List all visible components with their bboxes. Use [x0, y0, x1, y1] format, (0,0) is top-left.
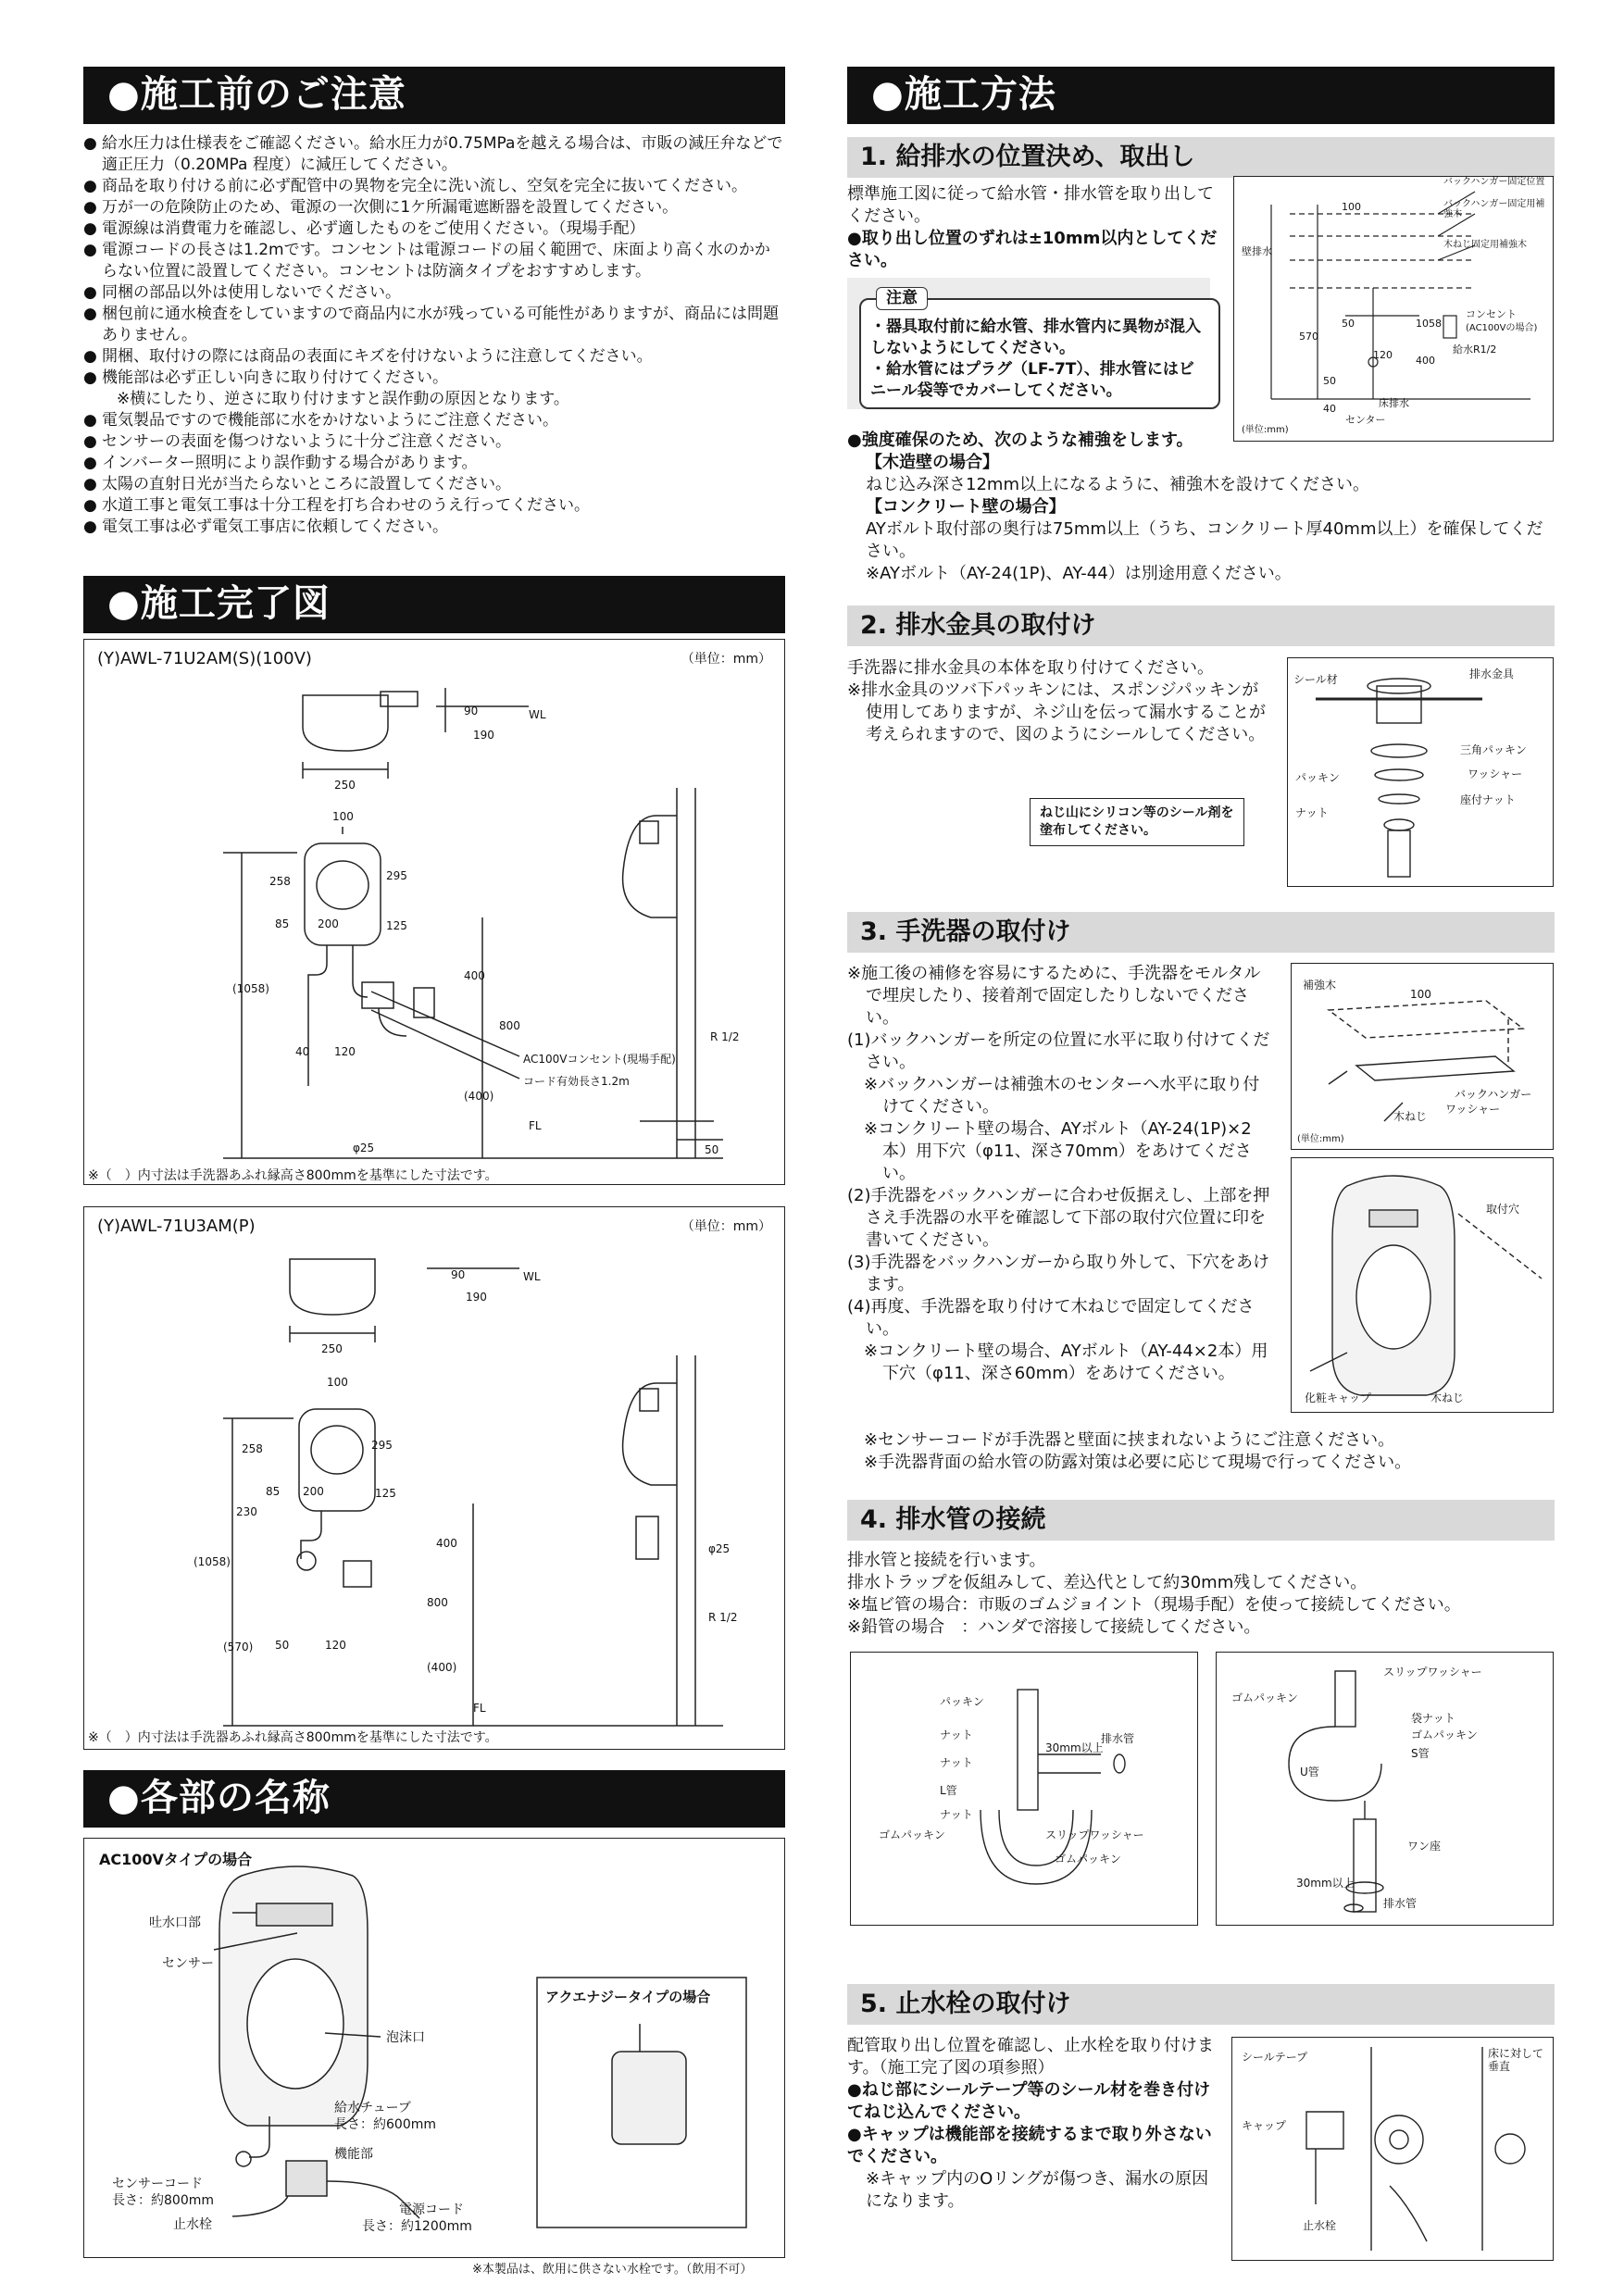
step5-block: [847, 1984, 1555, 2025]
dim-label: 800: [427, 1596, 448, 1609]
part-sensor-cord-label: センサーコード: [112, 2177, 203, 2191]
dim-label: φ25: [708, 1542, 731, 1555]
wl-label: WL: [523, 1270, 541, 1283]
step4-block: [847, 1500, 1555, 1639]
fig-label: ワン座: [1407, 1840, 1442, 1853]
dim-label: 125: [386, 919, 407, 932]
parts-title: ●各部の名称: [83, 1770, 785, 1828]
figure-s-trap: [1216, 1652, 1554, 1926]
step1-reinforce: [847, 430, 1555, 585]
dim-label: 800: [499, 1019, 520, 1032]
dim-label: 120: [325, 1639, 346, 1652]
fig-label: S管: [1411, 1747, 1430, 1760]
fig-label: スリップワッシャー: [1383, 1666, 1482, 1678]
outlet-label: AC100Vコンセント(現場手配): [523, 1053, 676, 1066]
fig-label: 床に対して垂直: [1488, 2047, 1544, 2073]
wood-text: ねじ込み深さ12mm以上になるように、補強木を設けてください。: [866, 475, 1369, 494]
figure-drain-fitting: [1287, 657, 1554, 887]
figure-model-label: (Y)AWL-71U3AM(P): [97, 1217, 256, 1236]
unit-label: （単位：mm）: [681, 1219, 771, 1234]
fig-label: 止水栓: [1303, 2219, 1337, 2232]
dim-label: 40: [295, 1045, 310, 1058]
step3-text: [847, 963, 1273, 1385]
fig-label: 排水管: [1383, 1897, 1418, 1910]
dim-label: R 1/2: [710, 1030, 740, 1043]
figure-l-trap: [850, 1652, 1198, 1926]
wood-heading: 【木造壁の場合】: [866, 453, 999, 472]
figure-note: ※（ ）内寸法は手洗器あふれ縁高さ800mmを基準にした寸法です。: [88, 1730, 498, 1745]
figure-stop-valve: [1231, 2037, 1554, 2261]
part-sensor-label: センサー: [162, 1956, 214, 1971]
step1-para-bold: ●取り出し位置のずれは±10mm以内としてください。: [847, 229, 1218, 270]
fig-label: センター: [1345, 414, 1386, 426]
part-power-cord-label: 電源コード: [399, 2202, 464, 2217]
step2-note: ※排水金具のツバ下パッキンには、スポンジパッキンが使用してありますが、ネジ山を伝って漏水することが考えられますので、図のようにシールしてください。: [847, 680, 1266, 744]
wl-label: WL: [529, 708, 546, 721]
dim-label: 100: [1410, 988, 1431, 1001]
fig-label: L管: [940, 1784, 957, 1797]
fig-label: バックハンガー固定位置: [1443, 177, 1545, 187]
fig-label: U管: [1300, 1766, 1319, 1778]
fig-label: ナット: [940, 1728, 973, 1741]
dim-label: 190: [466, 1291, 487, 1304]
dim-label: (570): [223, 1641, 254, 1653]
step3-line: ※コンクリート壁の場合、AYボルト（AY-44×2本）用下穴（φ11、深さ60mm）をあけてください。: [864, 1341, 1268, 1383]
fig-label: コンセント: [1466, 308, 1517, 320]
fl-label: FL: [473, 1702, 486, 1715]
dim-label: (400): [464, 1090, 494, 1103]
fig-label: バックハンガー固定用補強木: [1443, 199, 1545, 219]
fig-label: バックハンガー: [1455, 1088, 1532, 1101]
dim-label: 200: [303, 1485, 324, 1498]
dim-label: 125: [375, 1487, 396, 1500]
step1-para: 標準施工図に従って給水管・排水管を取り出してください。: [847, 184, 1214, 226]
complete-diagram-block: [83, 576, 785, 633]
figure-standard-install: [1233, 176, 1554, 442]
fl-label: FL: [529, 1119, 542, 1132]
step3-tail: [847, 1429, 1555, 1474]
figure-parts: [83, 1838, 785, 2258]
basin-drawing-1: [84, 640, 784, 1184]
fig-label: 床排水: [1379, 397, 1409, 409]
step3-line: ※コンクリート壁の場合、AYボルト（AY-24(1P)×2本）用下穴（φ11、深さ70mm）をあけてください。: [864, 1119, 1252, 1183]
reinforce-lead: ●強度確保のため、次のような補強をします。: [847, 430, 1193, 450]
step2-text: [847, 657, 1273, 746]
step2-title: 2. 排水金具の取付け: [847, 605, 1555, 646]
fig-label: ワッシャー: [1468, 767, 1523, 780]
note-item: ● 電源コードの長さは1.2mです。コンセントは電源コードの届く範囲で、床面より高く水のかからない位置に設置してください。コンセントは防滴タイプをおすすめします。: [83, 240, 785, 282]
dim-label: 50: [1342, 318, 1355, 330]
dim-label: 230: [236, 1505, 257, 1518]
fig-label: 排水管: [1101, 1732, 1135, 1745]
step4-para: ※塩ビ管の場合：市販のゴムジョイント（現場手配）を使って接続してください。: [847, 1595, 1461, 1615]
concrete-note: ※AYボルト（AY-24(1P)、AY-44）は別途用意ください。: [866, 564, 1292, 583]
dim-label: (1058): [194, 1555, 231, 1568]
fig-label: ワッシャー: [1445, 1103, 1501, 1116]
fig-label: 30mm以上: [1045, 1741, 1104, 1754]
dim-label: 120: [1373, 349, 1393, 361]
fig-label: ナット: [940, 1756, 973, 1769]
note-item: ● 電気工事は必ず電気工事店に依頼してください。: [83, 517, 785, 538]
step3-line: (2)手洗器をバックハンガーに合わせ仮据えし、上部を押さえ手洗器の水平を確認して下部の取付穴位置に印を書いてください。: [847, 1186, 1270, 1250]
fig-label: 化粧キャップ: [1305, 1391, 1372, 1404]
note-item: ● 開梱、取付けの際には商品の表面にキズを付けないように注意してください。: [83, 346, 785, 368]
dim-label: 85: [266, 1485, 281, 1498]
note-item: ● センサーの表面を傷つけないように十分ご注意ください。: [83, 431, 785, 453]
note-item: ● 同梱の部品以外は使用しないでください。: [83, 282, 785, 304]
part-tube-label: 給水チューブ: [334, 2101, 411, 2115]
fig-label: ゴムパッキン: [1411, 1728, 1478, 1741]
dim-label: R 1/2: [708, 1611, 738, 1624]
pre-install-notes-list: [83, 133, 785, 538]
dim-label: 50: [705, 1143, 719, 1156]
figure-model-label: (Y)AWL-71U2AM(S)(100V): [97, 649, 312, 668]
figure-note: ※（ ）内寸法は手洗器あふれ縁高さ800mmを基準にした寸法です。: [88, 1168, 498, 1183]
part-func-label: 機能部: [334, 2147, 373, 2162]
dim-label: (400): [427, 1661, 457, 1674]
ac-type-title: AC100Vタイプの場合: [99, 1851, 253, 1868]
figure-awl-71u3am: [83, 1206, 785, 1750]
step5-title: 5. 止水栓の取付け: [847, 1984, 1555, 2025]
note-item: ● 梱包前に通水検査をしていますので商品内に水が残っている可能性がありますが、商品には問題ありません。: [83, 304, 785, 346]
part-spout-label: 吐水口部: [149, 1915, 201, 1930]
fig-label: キャップ: [1242, 2119, 1287, 2132]
fig-label: (AC100Vの場合): [1466, 323, 1538, 333]
step4-para: 排水トラップを仮組みして、差込代として約30mm残してください。: [847, 1573, 1368, 1592]
complete-diagram-title: ●施工完了図: [83, 576, 785, 633]
fig-label: 排水金具: [1469, 668, 1515, 680]
dim-label: 250: [334, 779, 356, 792]
step1-text: [847, 183, 1221, 272]
fig-label: 木ねじ固定用補強木: [1443, 240, 1527, 250]
dim-label: φ25: [353, 1142, 375, 1154]
note-item: ● 万が一の危険防止のため、電源の一次側に1ケ所漏電遮断器を設置してください。: [83, 197, 785, 218]
step3-title: 3. 手洗器の取付け: [847, 912, 1555, 953]
figure-back-hanger: [1291, 963, 1554, 1150]
fig-label: 座付ナット: [1460, 793, 1516, 806]
fig-label: ゴムパッキン: [1055, 1853, 1121, 1866]
dim-label: 200: [318, 917, 339, 930]
dim-label: 400: [1416, 355, 1435, 367]
part-tube-length: 長さ：約600mm: [334, 2117, 436, 2132]
step4-para: 排水管と接続を行います。: [847, 1551, 1046, 1570]
fig-label: ゴムパッキン: [879, 1828, 945, 1841]
step5-para: 配管取り出し位置を確認し、止水栓を取り付けます。（施工完了図の項参照）: [847, 2036, 1214, 2078]
dim-label: 120: [334, 1045, 356, 1058]
pre-install-notes-title: ●施工前のご注意: [83, 67, 785, 124]
dim-label: 250: [321, 1342, 343, 1355]
caution-box: [859, 289, 1220, 409]
fig-label: ナット: [1295, 806, 1329, 819]
note-item: ● 電気製品ですので機能部に水をかけないようにご注意ください。: [83, 410, 785, 431]
potability-note: ※本製品は、飲用に供さない水栓です。（飲用不可）: [472, 2263, 753, 2277]
fig-label: ゴムパッキン: [1231, 1691, 1298, 1704]
dim-label: 50: [1323, 375, 1336, 387]
dim-label: 100: [327, 1376, 348, 1389]
unit-label: (単位:mm): [1297, 1134, 1344, 1144]
note-item: ● 太陽の直射日光が当たらないところに設置してください。: [83, 474, 785, 495]
step5-note: ※キャップ内のOリングが傷つき、漏水の原因になります。: [866, 2169, 1209, 2211]
dim-label: 85: [275, 917, 290, 930]
sealant-callout: ねじ山にシリコン等のシール剤を塗布してください。: [1030, 798, 1244, 846]
step3-block: [847, 912, 1555, 953]
step2-para: 手洗器に排水金具の本体を取り付けてください。: [847, 658, 1214, 678]
fig-label: シールテープ: [1242, 2051, 1308, 2064]
part-foam-label: 泡沫口: [386, 2030, 425, 2045]
step3-line: (3)手洗器をバックハンガーから取り外して、下穴をあけます。: [847, 1253, 1270, 1294]
concrete-text: AYボルト取付部の奥行は75mm以上（うち、コンクリート厚40mm以上）を確保してください。: [866, 519, 1543, 561]
l-trap-drawing: [851, 1653, 1197, 1925]
figure-basin-mount: [1291, 1157, 1554, 1413]
aqua-type-title: アクエナジータイプの場合: [545, 1989, 711, 2005]
dim-label: (1058): [232, 982, 269, 995]
fig-label: パッキン: [940, 1695, 984, 1708]
step1-title: 1. 給排水の位置決め、取出し: [847, 137, 1555, 178]
note-item: ● インバーター照明により誤作動する場合があります。: [83, 453, 785, 474]
fig-label: パッキン: [1295, 771, 1340, 784]
fig-label: 袋ナット: [1411, 1712, 1455, 1725]
dim-label: 295: [386, 869, 407, 882]
dim-label: 40: [1323, 403, 1336, 415]
dim-label: 258: [269, 875, 291, 888]
fig-label: 木ねじ: [1430, 1391, 1465, 1404]
note-item: ● 給水圧力は仕様表をご確認ください。給水圧力が0.75MPaを越える場合は、市販の減圧弁などで適正圧力（0.20MPa 程度）に減圧してください。: [83, 133, 785, 176]
part-stop-valve-label: 止水栓: [173, 2217, 212, 2232]
dim-label: 90: [451, 1268, 466, 1281]
step5-text: [847, 2035, 1222, 2213]
step3-line: (1)バックハンガーを所定の位置に水平に取り付けてください。: [847, 1030, 1270, 1072]
step3-line: ※手洗器背面の給水管の防露対策は必要に応じて現場で行ってください。: [864, 1453, 1412, 1472]
cord-label: コード有効長さ1.2m: [523, 1075, 630, 1088]
caution-line: ・器具取付前に給水管、排水管内に異物が混入しないようにしてください。: [870, 318, 1201, 357]
fig-label: 30mm以上: [1296, 1877, 1355, 1890]
note-subitem: ※横にしたり、逆さに取り付けますと誤作動の原因となります。: [117, 390, 569, 408]
fig-label: 壁排水: [1242, 245, 1272, 257]
right-column: [847, 67, 1555, 178]
method-title: ●施工方法: [847, 67, 1555, 124]
part-power-cord-length: 長さ：約1200mm: [362, 2219, 472, 2234]
step3-line: (4)再度、手洗器を取り付けて木ねじで固定してください。: [847, 1297, 1255, 1339]
dim-label: 50: [275, 1639, 290, 1652]
dim-label: 570: [1299, 331, 1318, 343]
note-item: ● 商品を取り付ける前に必ず配管中の異物を完全に洗い流し、空気を完全に抜いてください。: [83, 176, 785, 197]
fig-label: 給水R1/2: [1453, 343, 1497, 356]
note-item: ● 電源線は消費電力を確認し、必ず適したものをご使用ください。（現場手配）: [83, 218, 785, 240]
dim-label: 1058: [1416, 318, 1442, 330]
step3-line: ※センサーコードが手洗器と壁面に挟まれないようにご注意ください。: [864, 1430, 1395, 1450]
step3-line: ※バックハンガーは補強木のセンターへ水平に取り付けてください。: [864, 1075, 1260, 1117]
left-column: [83, 67, 785, 538]
fig-label: スリップワッシャー: [1045, 1828, 1144, 1841]
step4-para: ※鉛管の場合 ：ハンダで溶接して接続してください。: [847, 1617, 1261, 1637]
step2-block: [847, 605, 1555, 646]
fig-label: 取付穴: [1486, 1203, 1520, 1216]
caution-tag: 注意: [876, 287, 928, 310]
part-sensor-cord-length: 長さ：約800mm: [112, 2193, 214, 2208]
step5-para-bold: ●キャップは機能部を接続するまで取り外さないでください。: [847, 2125, 1212, 2166]
note-item: ● 機能部は必ず正しい向きに取り付けてください。: [83, 368, 785, 389]
parts-block: [83, 1770, 785, 1828]
dim-label: 400: [464, 969, 485, 982]
dim-label: 90: [464, 705, 479, 718]
figure-awl-71u2am: [83, 639, 785, 1185]
note-item: ● 水道工事と電気工事は十分工程を打ち合わせのうえ行ってください。: [83, 495, 785, 517]
unit-label: （単位：mm）: [681, 652, 771, 667]
step4-title: 4. 排水管の接続: [847, 1500, 1555, 1541]
dim-label: 400: [436, 1537, 457, 1550]
dim-label: 190: [473, 729, 494, 742]
fig-label: シール材: [1293, 673, 1338, 686]
caution-line: ・給水管にはプラグ（LF-7T）、排水管にはビニール袋等でカバーしてください。: [870, 360, 1194, 400]
fig-label: 木ねじ: [1393, 1110, 1428, 1123]
fig-label: 補強木: [1303, 979, 1337, 992]
dim-label: 258: [242, 1442, 263, 1455]
fig-label: 三角パッキン: [1460, 743, 1527, 756]
concrete-heading: 【コンクリート壁の場合】: [866, 497, 1066, 517]
step3-line: ※施工後の補修を容易にするために、手洗器をモルタルで埋戻したり、接着剤で固定したりしないでください。: [847, 964, 1261, 1028]
step5-para-bold: ●ねじ部にシールテープ等のシール材を巻き付けてねじ込んでください。: [847, 2080, 1211, 2122]
dim-label: 100: [1342, 201, 1361, 213]
basin-mount-drawing: [1292, 1158, 1553, 1412]
dim-label: 100: [332, 810, 354, 823]
unit-label: (単位:mm): [1242, 425, 1289, 435]
dim-label: 295: [371, 1439, 393, 1452]
fig-label: ナット: [940, 1808, 973, 1821]
